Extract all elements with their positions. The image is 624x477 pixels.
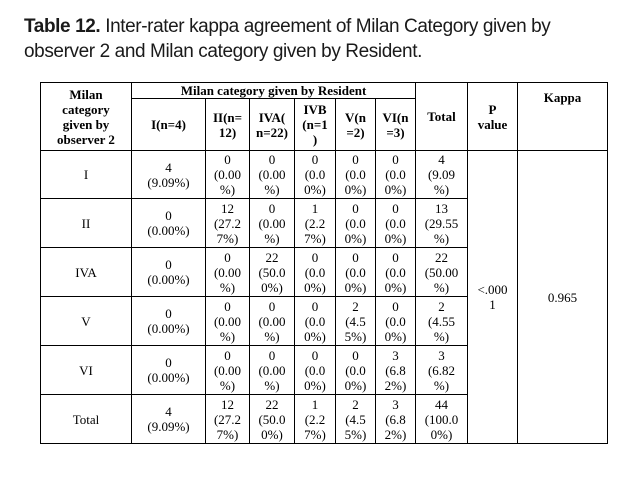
- column-header-cell: II(n= 12): [206, 99, 250, 151]
- column-header-cell: I(n=4): [132, 99, 206, 151]
- row-label-cell: Total: [41, 395, 132, 444]
- table-row: [41, 151, 608, 199]
- data-cell: 22 (50.0 0%): [250, 395, 295, 444]
- caption-label: Table 12.: [24, 16, 101, 37]
- row-header-cell: Milan category given by observer 2: [41, 83, 132, 151]
- data-cell: 2 (4.5 5%): [336, 297, 376, 346]
- data-cell: 0 (0.00 %): [250, 346, 295, 395]
- table-caption: [24, 14, 614, 64]
- row-label-cell: V: [41, 297, 132, 346]
- data-cell: 0 (0.0 0%): [376, 151, 416, 199]
- kappa-table: [40, 82, 608, 444]
- data-cell: 0 (0.00 %): [206, 346, 250, 395]
- total-header-cell: Total: [416, 83, 468, 151]
- data-cell: 22 (50.0 0%): [250, 248, 295, 297]
- data-cell: 22 (50.00 %): [416, 248, 468, 297]
- data-cell: 4 (9.09 %): [416, 151, 468, 199]
- data-cell: 0 (0.00 %): [206, 297, 250, 346]
- data-cell: 1 (2.2 7%): [295, 395, 336, 444]
- data-cell: 0 (0.0 0%): [336, 199, 376, 248]
- data-cell: 1 (2.2 7%): [295, 199, 336, 248]
- data-cell: 0 (0.0 0%): [376, 199, 416, 248]
- data-cell: 3 (6.82 %): [416, 346, 468, 395]
- data-cell: 0 (0.0 0%): [336, 346, 376, 395]
- data-cell: 3 (6.8 2%): [376, 395, 416, 444]
- data-cell: 2 (4.55 %): [416, 297, 468, 346]
- data-cell: 12 (27.2 7%): [206, 199, 250, 248]
- data-cell: 0 (0.00%): [132, 199, 206, 248]
- data-cell: 4 (9.09%): [132, 151, 206, 199]
- data-cell: 4 (9.09%): [132, 395, 206, 444]
- data-cell: 44 (100.0 0%): [416, 395, 468, 444]
- data-cell: 0 (0.00 %): [206, 151, 250, 199]
- data-cell: 0 (0.00%): [132, 297, 206, 346]
- data-cell: 0 (0.0 0%): [336, 248, 376, 297]
- data-cell: 0 (0.0 0%): [376, 248, 416, 297]
- row-label-cell: IVA: [41, 248, 132, 297]
- p-value-header-cell: P value: [468, 83, 518, 151]
- data-cell: 0 (0.00 %): [250, 199, 295, 248]
- data-cell: 0 (0.0 0%): [295, 297, 336, 346]
- column-header-cell: VI(n =3): [376, 99, 416, 151]
- group-header-cell: Milan category given by Resident: [132, 83, 416, 99]
- data-cell: 12 (27.2 7%): [206, 395, 250, 444]
- column-header-cell: IVB (n=1 ): [295, 99, 336, 151]
- data-cell: 0 (0.0 0%): [376, 297, 416, 346]
- data-cell: 0 (0.00 %): [250, 297, 295, 346]
- column-header-cell: IVA( n=22): [250, 99, 295, 151]
- data-cell: 0 (0.0 0%): [295, 151, 336, 199]
- kappa-value-cell: 0.965: [518, 151, 608, 444]
- data-cell: 0 (0.00%): [132, 248, 206, 297]
- data-cell: 2 (4.5 5%): [336, 395, 376, 444]
- row-label-cell: VI: [41, 346, 132, 395]
- row-label-cell: II: [41, 199, 132, 248]
- row-label-cell: I: [41, 151, 132, 199]
- p-value-cell: <.000 1: [468, 151, 518, 444]
- data-cell: 0 (0.00 %): [250, 151, 295, 199]
- data-cell: 13 (29.55 %): [416, 199, 468, 248]
- data-cell: 0 (0.0 0%): [295, 248, 336, 297]
- kappa-header-cell: Kappa: [518, 83, 608, 151]
- data-cell: 0 (0.00 %): [206, 248, 250, 297]
- data-cell: 0 (0.0 0%): [295, 346, 336, 395]
- data-cell: 0 (0.00%): [132, 346, 206, 395]
- column-header-cell: V(n =2): [336, 99, 376, 151]
- data-cell: 3 (6.8 2%): [376, 346, 416, 395]
- caption-text: Inter-rater kappa agreement of Milan Category given by observer 2 and Milan category given by Resident.: [24, 16, 551, 62]
- data-cell: 0 (0.0 0%): [336, 151, 376, 199]
